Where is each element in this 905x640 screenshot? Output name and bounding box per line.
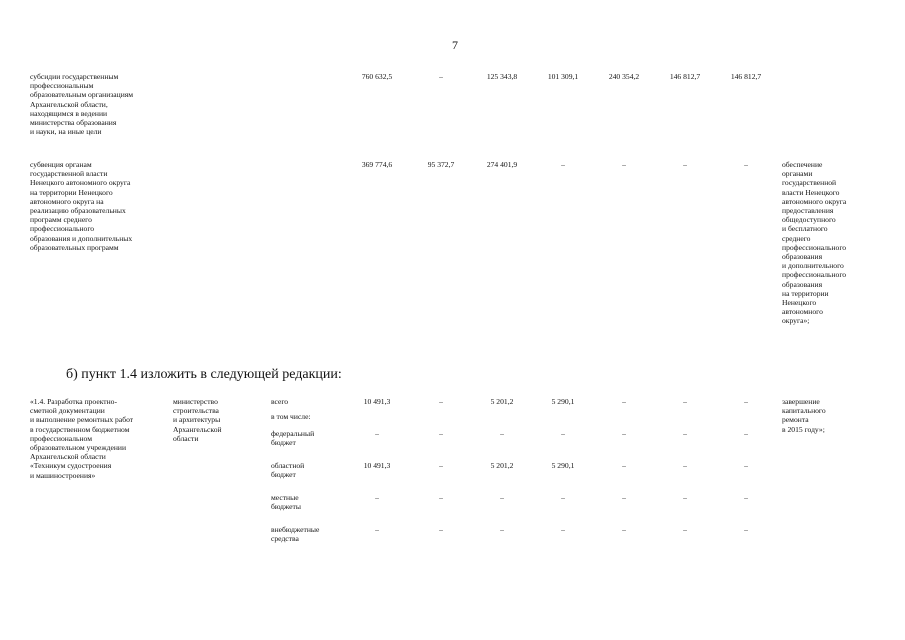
source-name: местные бюджеты <box>271 493 301 512</box>
source-value: – <box>439 429 443 438</box>
item14-result: завершение капитального ремонта в 2015 году»; <box>782 397 826 434</box>
source-value: – <box>500 493 504 502</box>
row1-value: – <box>439 72 443 81</box>
source-value: – <box>744 525 748 534</box>
row1-value: 760 632,5 <box>361 72 393 81</box>
source-value: – <box>561 525 565 534</box>
source-value: – <box>622 493 626 502</box>
row1-label: субсидии государственным профессиональным образовательным организациям Архангельской области, находящимся в ведении министерства образования и науки, на иные цели <box>30 72 134 137</box>
source-value: – <box>439 525 443 534</box>
source-value: – <box>500 525 504 534</box>
row2-value: 95 372,7 <box>427 160 455 169</box>
page-number: 7 <box>452 38 458 52</box>
source-value: – <box>683 461 687 470</box>
source-value: 10 491,3 <box>363 397 391 406</box>
source-name: федеральный бюджет <box>271 429 315 448</box>
source-name: областной бюджет <box>271 461 305 480</box>
source-value: – <box>683 397 687 406</box>
source-value: – <box>439 493 443 502</box>
item14-executor: министерство строительства и архитектуры Архангельской области <box>173 397 222 443</box>
source-value: – <box>375 525 379 534</box>
source-value: – <box>375 429 379 438</box>
source-value: 5 201,2 <box>490 461 514 470</box>
row2-label: субвенция органам государственной власти Ненецкого автономного округа на территории Ненецкого автономного округа на реализацию образовательных программ среднего профессионального образования и дополнительных образовательных программ <box>30 160 133 252</box>
source-name: внебюджетные средства <box>271 525 320 544</box>
source-value: – <box>439 397 443 406</box>
row2-value: 274 401,9 <box>486 160 518 169</box>
row1-value: 146 812,7 <box>730 72 762 81</box>
row1-value: 146 812,7 <box>669 72 701 81</box>
row1-value: 101 309,1 <box>547 72 579 81</box>
row2-value: – <box>622 160 626 169</box>
source-name: в том числе: <box>271 412 311 421</box>
source-name: всего <box>271 397 289 406</box>
source-value: – <box>622 397 626 406</box>
row2-value: – <box>561 160 565 169</box>
source-value: – <box>561 493 565 502</box>
row2-result: обеспечение органами государственной власти Ненецкого автономного округа предоставления общедоступного и бесплатного среднего профессионального образования и дополнительного профессионального образования на территории Ненецкого автономного округа»; <box>782 160 847 326</box>
source-value: – <box>683 429 687 438</box>
row1-value: 125 343,8 <box>486 72 518 81</box>
source-value: – <box>622 525 626 534</box>
source-value: – <box>744 493 748 502</box>
source-value: 10 491,3 <box>363 461 391 470</box>
source-value: – <box>500 429 504 438</box>
source-value: – <box>744 429 748 438</box>
row2-value: 369 774,6 <box>361 160 393 169</box>
source-value: – <box>439 461 443 470</box>
source-value: – <box>561 429 565 438</box>
source-value: – <box>622 429 626 438</box>
source-value: 5 201,2 <box>490 397 514 406</box>
source-value: – <box>683 525 687 534</box>
source-value: – <box>622 461 626 470</box>
section-heading: б) пункт 1.4 изложить в следующей редакции: <box>66 367 342 382</box>
row1-value: 240 354,2 <box>608 72 640 81</box>
source-value: – <box>744 397 748 406</box>
source-value: 5 290,1 <box>551 461 575 470</box>
source-value: – <box>375 493 379 502</box>
source-value: – <box>683 493 687 502</box>
source-value: – <box>744 461 748 470</box>
source-value: 5 290,1 <box>551 397 575 406</box>
row2-value: – <box>683 160 687 169</box>
row2-value: – <box>744 160 748 169</box>
item14-label: «1.4. Разработка проектно- сметной документации и выполнение ремонтных работ в государственном бюджетном профессиональном образовательном учреждении Архангельской области «Техникум судостроения и машиностроения» <box>30 397 134 480</box>
